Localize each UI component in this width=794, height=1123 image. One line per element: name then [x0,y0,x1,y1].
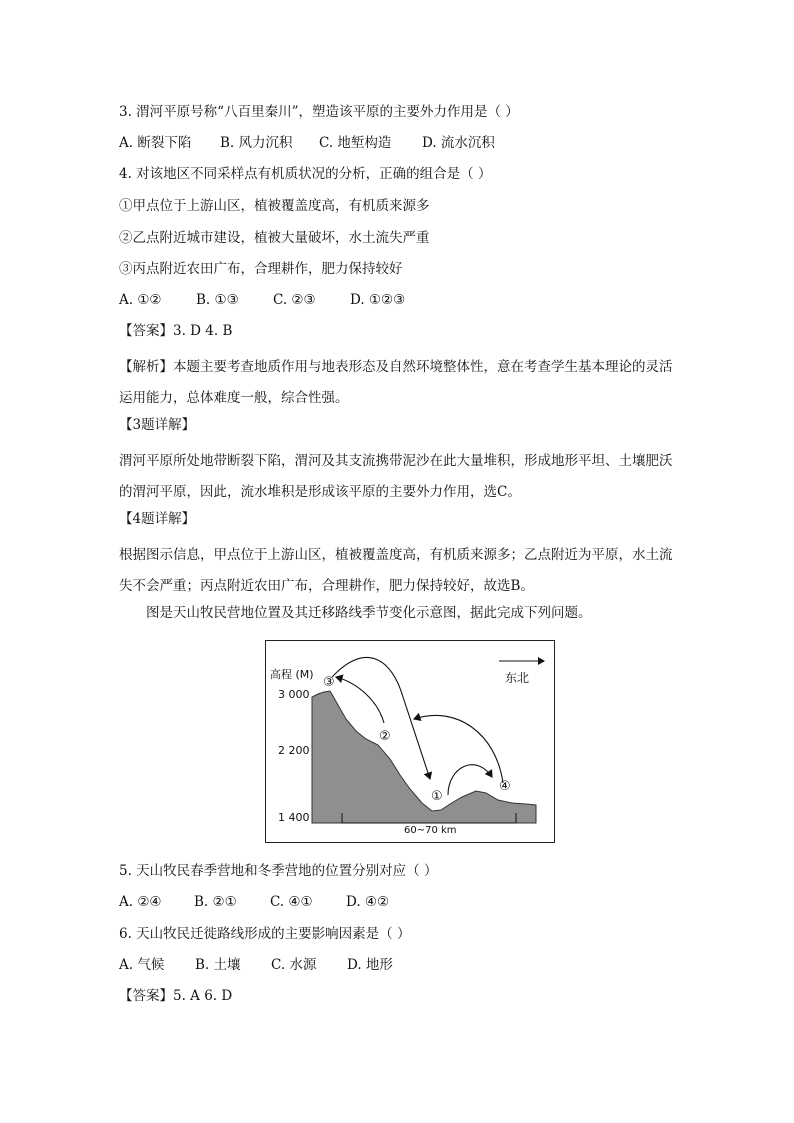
q4-stem: 4. 对该地区不同采样点有机质状况的分析，正确的组合是（ ） [119,166,492,182]
answer-5-6: 【答案】5. A 6. D [119,988,233,1004]
q4-item-1: ①甲点位于上游山区，植被覆盖度高，有机质来源多 [119,198,430,214]
migration-arrow-4-to-2 [414,715,503,783]
q4-option-c: C. ②③ [273,292,316,308]
q6-option-a: A. 气候 [119,957,165,973]
q4-option-a: A. ①② [119,292,162,308]
answer-3-4: 【答案】3. D 4. B [119,323,233,339]
q3-option-d: D. 流水沉积 [422,135,495,151]
figure-intro: 图是天山牧民营地位置及其迁移路线季节变化示意图，据此完成下列问题。 [146,605,592,621]
detail-3-text: 渭河平原所处地带断裂下陷，渭河及其支流携带泥沙在此大量堆积，形成地形平坦、土壤肥沃的渭河平原，因此，流水堆积是形成该平原的主要外力作用，选C。 [119,453,673,500]
migration-arrow-1-to-4 [448,765,492,795]
y-tick-2200: 2 200 [278,744,310,757]
q5-stem: 5. 天山牧民春季营地和冬季营地的位置分别对应（ ） [119,863,438,879]
detail-4-title: 【4题详解】 [119,511,196,527]
tianshan-migration-figure [265,640,555,843]
terrain-profile [312,691,536,823]
distance-label: 60~70 km [404,825,457,836]
q5-option-b: B. ②① [194,894,237,910]
q6-option-d: D. 地形 [347,957,393,973]
q5-options [119,892,389,912]
q5-option-a: A. ②④ [119,894,162,910]
q6-option-c: C. 水源 [271,957,317,973]
y-tick-3000: 3 000 [278,688,310,701]
q4-item-2: ②乙点附近城市建设，植被大量破坏，水土流失严重 [119,230,430,246]
q5-option-d: D. ④② [346,894,390,910]
q3-option-b: B. 风力沉积 [220,135,293,151]
q3-options [119,133,495,153]
q3-option-c: C. 地堑构造 [319,135,392,151]
y-tick-1400: 1 400 [278,811,310,824]
point-1-label: ① [431,789,443,804]
point-2-label: ② [379,729,391,744]
q3-option-a: A. 断裂下陷 [119,135,192,151]
detail-4-text: 根据图示信息，甲点位于上游山区，植被覆盖度高，有机质来源多；乙点附近为平原，水土流失不会严重；丙点附近农田广布，合理耕作，肥力保持较好，故选B。 [119,547,673,594]
direction-label: 东北 [505,671,530,685]
q4-options [119,290,405,310]
q5-option-c: C. ④① [270,894,313,910]
q4-option-d: D. ①②③ [350,292,406,308]
q6-options [119,955,393,975]
q6-option-b: B. 土壤 [195,957,241,973]
q4-option-b: B. ①③ [196,292,239,308]
y-axis-label: 高程 (M) [270,668,314,681]
point-3-label: ③ [323,675,335,690]
q3-stem: 3. 渭河平原号称“八百里秦川”，塑造该平原的主要外力作用是（ ） [119,104,519,120]
detail-3-title: 【3题详解】 [119,417,196,433]
point-4-label: ④ [499,779,511,794]
analysis-text: 【解析】本题主要考查地质作用与地表形态及自然环境整体性，意在考查学生基本理论的灵活运用能力，总体难度一般，综合性强。 [119,359,673,406]
q6-stem: 6. 天山牧民迁徙路线形成的主要影响因素是（ ） [119,926,411,942]
q4-item-3: ③丙点附近农田广布，合理耕作，肥力保持较好 [119,261,403,277]
